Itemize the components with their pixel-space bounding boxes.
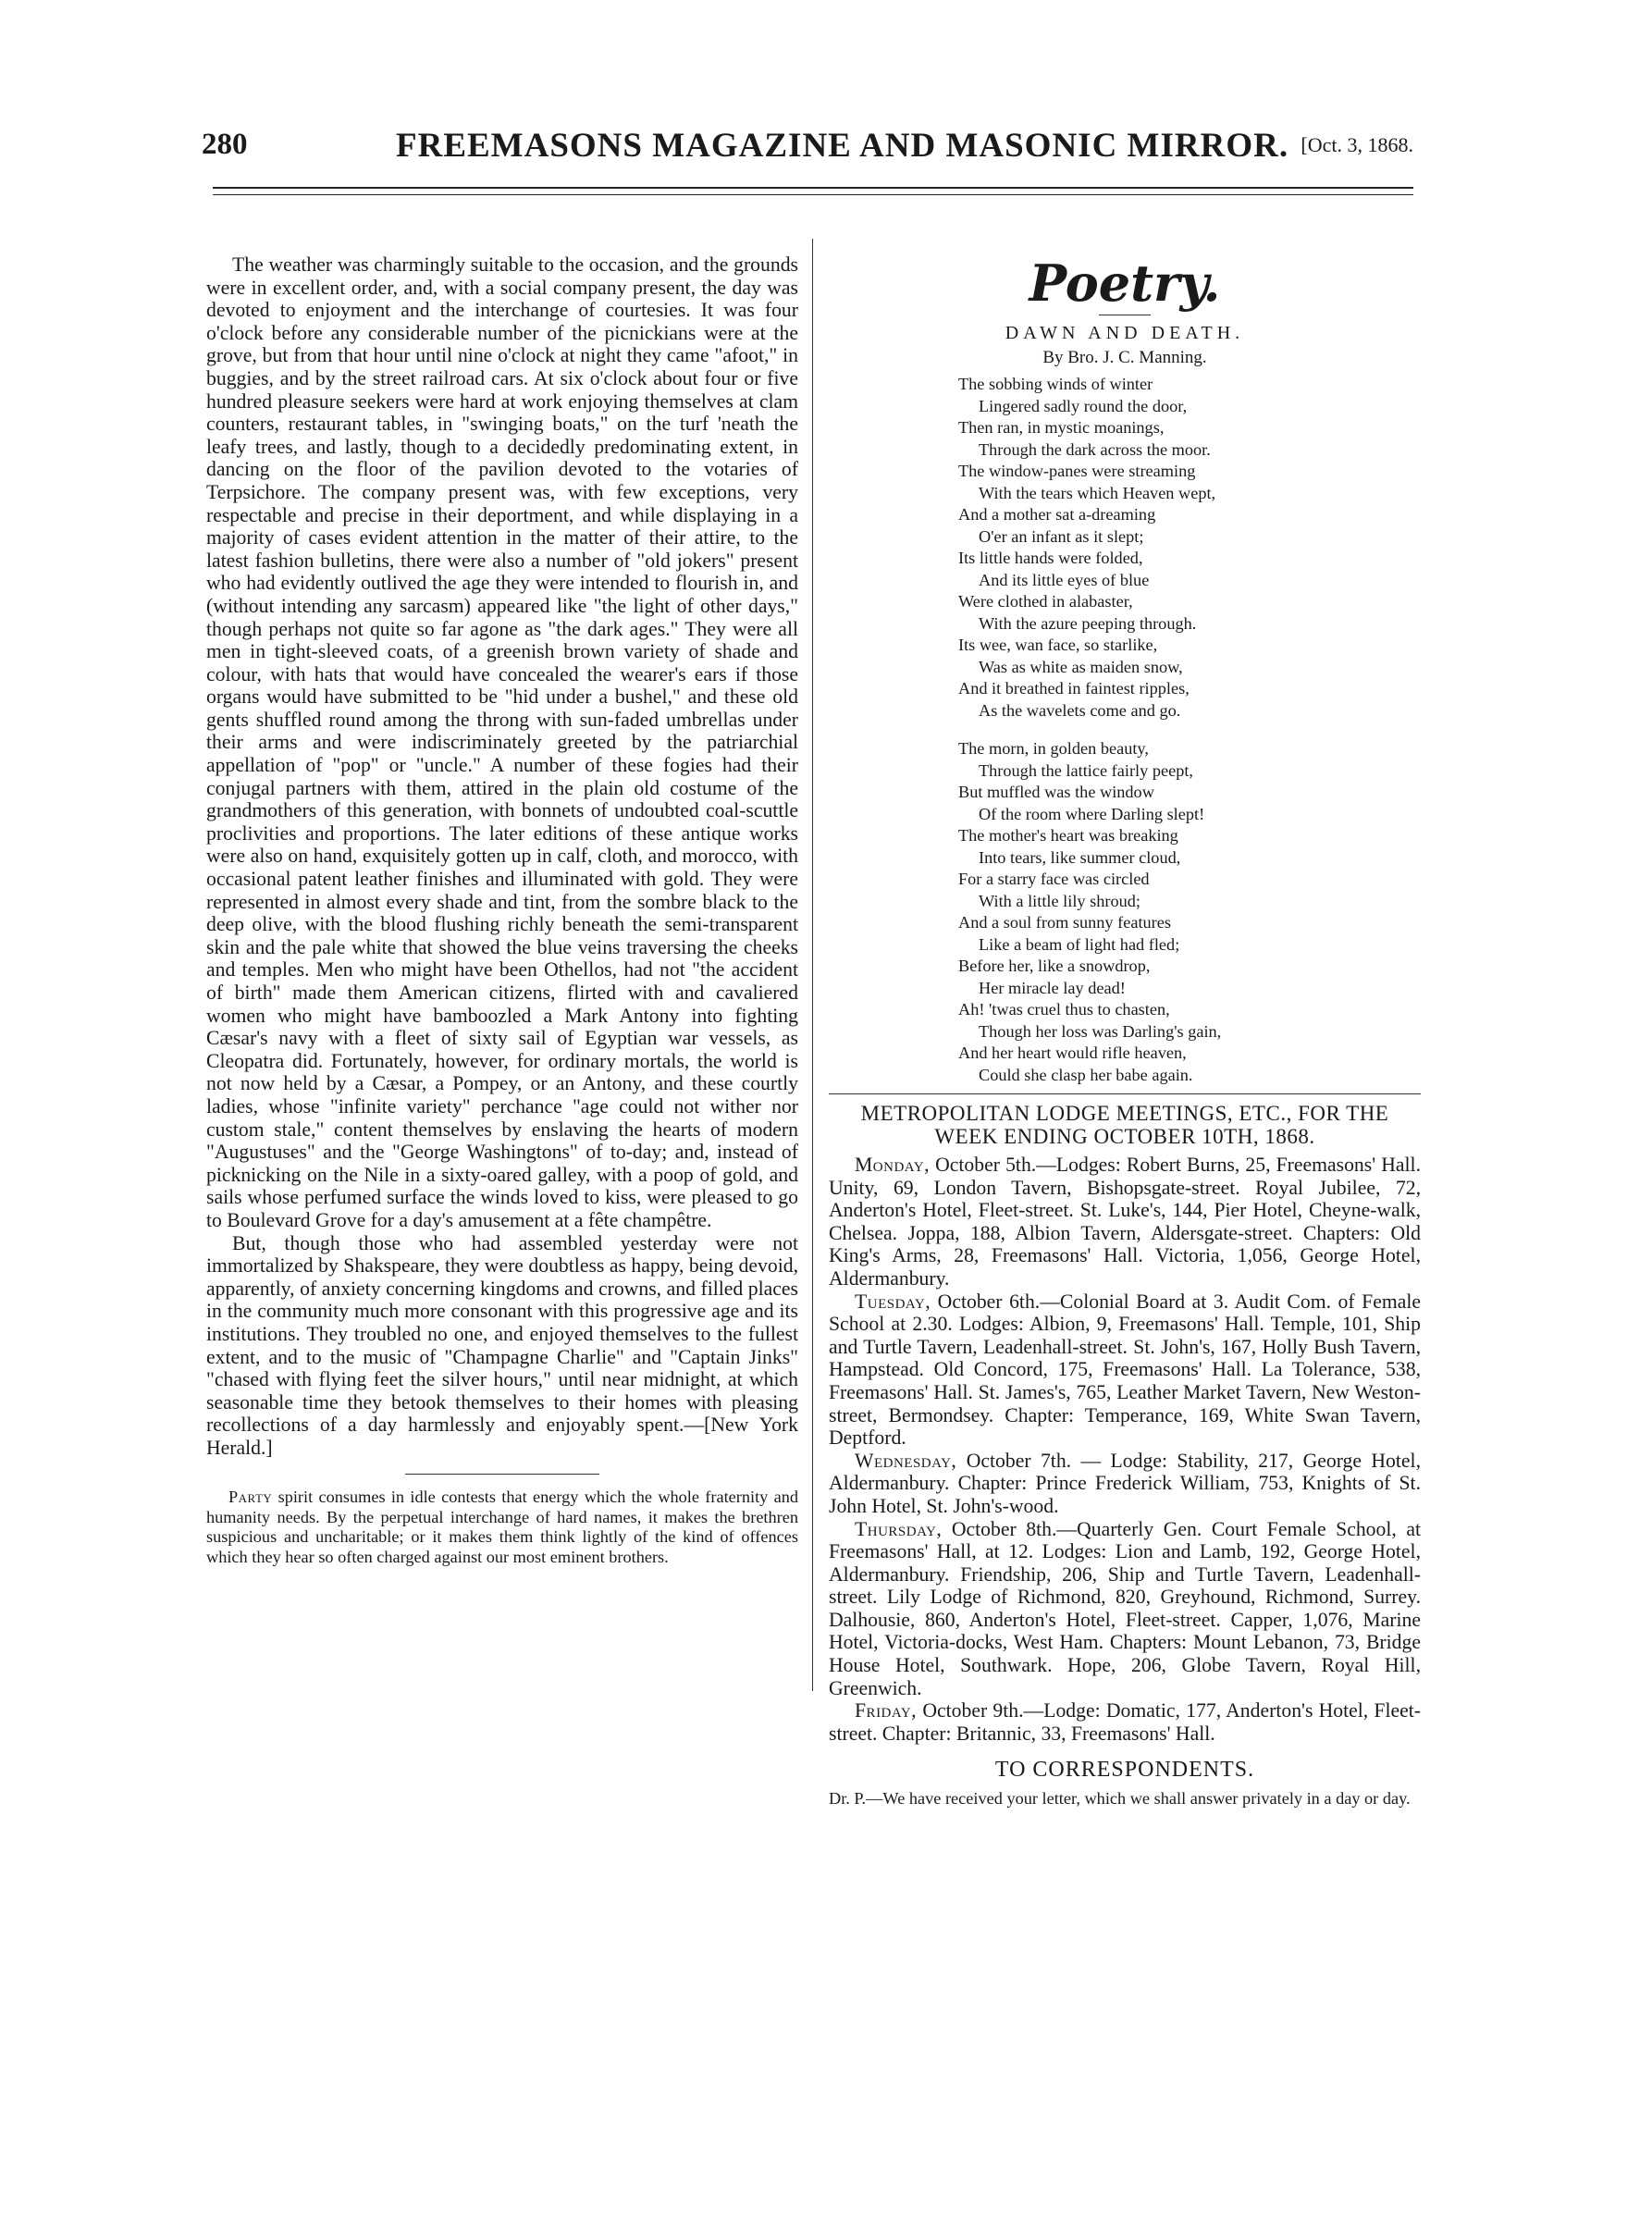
poem-line: The sobbing winds of winter — [958, 375, 1153, 393]
poem-author: By Bro. J. C. Manning. — [1042, 348, 1207, 367]
meeting-day: Monday, — [855, 1154, 930, 1176]
poem-line: And her heart would rifle heaven, — [958, 1043, 1187, 1062]
article-paragraph: But, though those who had assembled yesterday were not immortalized by Shakspeare, they were doubtless as happy, being devoid, apparently, of anxiety concerning kingdoms and crowns, and filled places in the community much more consonant with this progressive age and its institutions. They troubled no one, and enjoyed themselves to the fullest extent, and to the music of "Champagne Charlie" and "Captain Jinks" "chased with flying feet the silver hours," until near midnight, at which seasonable time they betook themselves to their homes with pleasing recollections of a day harmlessly and enjoyably spent.—[New York Herald.] — [206, 1231, 798, 1459]
poem-line: Her miracle lay dead! — [979, 978, 1126, 997]
poem-line: The window-panes were streaming — [958, 462, 1196, 480]
header-rule-thin — [213, 194, 1413, 195]
poem-line: With a little lily shroud; — [979, 891, 1140, 910]
poem-line: Was as white as maiden snow, — [979, 657, 1183, 676]
poem-line: And its little eyes of blue — [979, 570, 1150, 589]
poem-line: Before her, like a snowdrop, — [958, 957, 1151, 975]
meetings-list — [829, 1154, 1421, 1745]
poem-line: And a mother sat a-dreaming — [958, 505, 1156, 524]
poem-line: With the azure peeping through. — [979, 613, 1197, 633]
poem-line: Could she clasp her babe again. — [979, 1065, 1193, 1084]
picnic-article — [206, 253, 798, 1459]
poem-line: Through the dark across the moor. — [979, 439, 1211, 459]
poem-line: As the wavelets come and go. — [979, 700, 1181, 720]
poem-line: Then ran, in mystic moanings, — [958, 418, 1165, 437]
meeting-text: October 7th. — Lodge: Stability, 217, George Hotel, Aldermanbury. Chapter: Prince Frederick William, 753, Knights of St. John Hotel, St. John's-wood. — [829, 1449, 1421, 1517]
poem-line: And it breathed in faintest ripples, — [958, 679, 1190, 698]
section-rule — [829, 1093, 1421, 1094]
poem-line: Were clothed in alabaster, — [958, 592, 1133, 611]
column-divider — [812, 239, 813, 1691]
magazine-title: FREEMASONS MAGAZINE AND MASONIC MIRROR. — [396, 127, 1289, 165]
poem-line: Ah! 'twas cruel thus to chasten, — [958, 1000, 1170, 1019]
left-column — [206, 253, 798, 1567]
note-lead-word: Party — [228, 1488, 273, 1507]
meeting-day: Friday, — [855, 1699, 918, 1723]
page-number: 280 — [202, 128, 248, 161]
right-column — [829, 253, 1421, 1809]
poem-line: Though her loss was Darling's gain, — [979, 1021, 1222, 1041]
poem-line: For a starry face was circled — [958, 870, 1150, 888]
correspondents-heading: TO CORRESPONDENTS. — [994, 1758, 1255, 1783]
meeting-day: Tuesday, — [855, 1290, 931, 1313]
page-header — [202, 122, 1413, 178]
meeting-entry — [829, 1699, 1421, 1745]
poem-line: Its little hands were folded, — [958, 549, 1143, 567]
meeting-entry — [829, 1450, 1421, 1518]
poem-line: O'er an infant as it slept; — [979, 526, 1144, 546]
meeting-text: October 6th.—Colonial Board at 3. Audit Com. of Female School at 2.30. Lodges: Albion, 9, Freemasons' Hall. Temple, 101, Ship and Turtle Tavern, Leadenhall-street. St. John's, 167, Holly Bush Tavern, Hampstead. Old Concord, 175, Freemasons' Hall. La Tolerance, 538, Freemasons' Hall. St. James's, 765, Leather Market Tavern, New Weston-street, Bermondsey. Chapter: Temperance, 169, White Swan Tavern, Deptford. — [829, 1290, 1421, 1450]
meeting-day: Wednesday, — [855, 1449, 957, 1472]
poem-line: With the tears which Heaven wept, — [979, 483, 1216, 502]
meeting-entry — [829, 1154, 1421, 1290]
poem-line: Into tears, like summer cloud, — [979, 847, 1181, 867]
poem-line: Through the lattice fairly peept, — [979, 760, 1193, 780]
poem-line: But muffled was the window — [958, 783, 1154, 801]
note-text: spirit consumes in idle contests that energy which the whole fraternity and humanity needs. By the perpetual interchange of hard names, it makes the brethren suspicious and uncharitable; or it makes them think lightly of the kind of offences which they hear so often charged against our most eminent brothers. — [206, 1488, 798, 1566]
poem-title: DAWN AND DEATH. — [1005, 323, 1245, 343]
meeting-day: Thursday, — [855, 1517, 943, 1540]
header-rule — [213, 187, 1413, 189]
issue-date: [Oct. 3, 1868. — [1301, 133, 1413, 156]
poem-line: Of the room where Darling slept! — [979, 804, 1205, 823]
poem-line: And a soul from sunny features — [958, 913, 1171, 932]
poem-body — [958, 374, 1421, 1086]
meeting-entry — [829, 1290, 1421, 1450]
article-paragraph: The weather was charmingly suitable to the occasion, and the grounds were in excellent order, and, with a social company present, the day was devoted to enjoyment and the interchange of courtesies. It was four o'clock before any considerable number of the picnickians were at the grove, but from that hour until nine o'clock at night they came "afoot," in buggies, and by the street railroad cars. At six o'clock about four or five hundred pleasure seekers were hard at work enjoying themselves at clam counters, restaurant tables, in "swinging boats," on the turf 'neath the leafy trees, and lastly, though to a decidedly predominating extent, in dancing on the floor of the pavilion devoted to the votaries of Terpsichore. The company present was, with few exceptions, very respectable and precise in their deportment, and while displaying in a majority of cases evident attention in the matter of their attire, to the latest fashion bulletins, there were also a number of "old jokers" present who had evidently outlived the age they were intended to flourish in, and (without intending any sarcasm) appeared like "the light of other days," though perhaps not quite so far agone as "the dark ages." They were all men in tight-sleeved coats, of a greenish brown variety of shade and colour, with hats that would have concealed the wearer's ears if those organs would have submitted to be "hid under a bushel," and these old gents shuffled round among the throng with sun-faded umbrellas under their arms and were indiscriminately greeted by the patriarchial appellation of "pop" or "uncle." A number of these fogies had their conjugal partners with them, attired in the plain old costume of the grandmothers of this generation, with bonnets of undoubted coal-scuttle proclivities and proportions. The later editions of these antique works were also on hand, exquisitely gotten up in calf, cloth, and morocco, with occasional patent leather finishes and illuminated with gold. They were represented in almost every shade and tint, from the sombre black to the deep olive, with the blood flushing richly beneath the semi-transparent skin and the pale white that showed the blue veins traversing the cheeks and temples. Men who might have been Othellos, had not "the accident of birth" made them American citizens, flirted with and cavaliered women who might have bamboozled a Mark Antony into fighting Cæsar's navy with a fleet of sixty sail of Egyptian war vessels, as Cleopatra did. Fortunately, however, for ordinary mortals, the world is not now held by a Cæsar, a Pompey, or an Antony, and these courtly ladies, whose "infinite variety" perchance "age could not wither nor custom stale," content themselves by enslaving the hearts of modern "Augustuses" and the "George Washingtons" of to-day; and, instead of picknicking on the Nile in a sixty-oared galley, with a poop of gold, and sails whose perfumed surface the winds loved to kiss, were pleased to go to Boulevard Grove for a day's amusement at a fête champêtre. — [206, 253, 798, 1231]
poem-line: The mother's heart was breaking — [958, 826, 1178, 845]
poem-line: The morn, in golden beauty, — [958, 739, 1149, 758]
poem-line: Lingered sadly round the door, — [979, 396, 1188, 415]
meeting-text: October 8th.—Quarterly Gen. Court Female School, at Freemasons' Hall, at 12. Lodges: Lion and Lamb, 192, George Hotel, Aldermanbury. Friendship, 206, Ship and Turtle Tavern, Leadenhall-street. Lily Lodge of Richmond, 820, Greyhound, Richmond, Surrey. Dalhousie, 860, Anderton's Hotel, Fleet-street. Capper, 1,076, Marine Hotel, Victoria-docks, West Ham. Chapters: Mount Lebanon, 73, Bridge House Hotel, Southwark. Hope, 206, Globe Tavern, Royal Hill, Greenwich. — [829, 1517, 1421, 1699]
meeting-text: October 9th.—Lodge: Domatic, 177, Anderton's Hotel, Fleet-street. Chapter: Britannic, 33, Freemasons' Hall. — [829, 1699, 1421, 1745]
correspondents-text: Dr. P.—We have received your letter, which we shall answer privately in a day or day. — [829, 1789, 1411, 1809]
meeting-entry — [829, 1518, 1421, 1700]
poem-line: Its wee, wan face, so starlike, — [958, 636, 1158, 654]
meeting-text: October 5th.—Lodges: Robert Burns, 25, Freemasons' Hall. Unity, 69, London Tavern, Bishopsgate-street. Royal Jubilee, 72, Anderton's Hotel, Fleet-street. St. Luke's, 144, Pier Hotel, Cheyne-walk, Chelsea. Joppa, 188, Albion Tavern, Aldersgate-street. Chapters: Old King's Arms, 28, Freemasons' Hall. Victoria, 1,056, George Hotel, Aldermanbury. — [829, 1154, 1421, 1290]
stanza-gap — [958, 722, 1421, 738]
poem-line: Like a beam of light had fled; — [979, 934, 1180, 954]
article-end-rule — [405, 1474, 599, 1475]
meetings-heading: METROPOLITAN LODGE MEETINGS, ETC., FOR THE WEEK ENDING OCTOBER 10TH, 1868. — [860, 1102, 1389, 1148]
poetry-section-title: Poetry. — [1029, 253, 1221, 313]
party-spirit-note — [206, 1488, 798, 1567]
